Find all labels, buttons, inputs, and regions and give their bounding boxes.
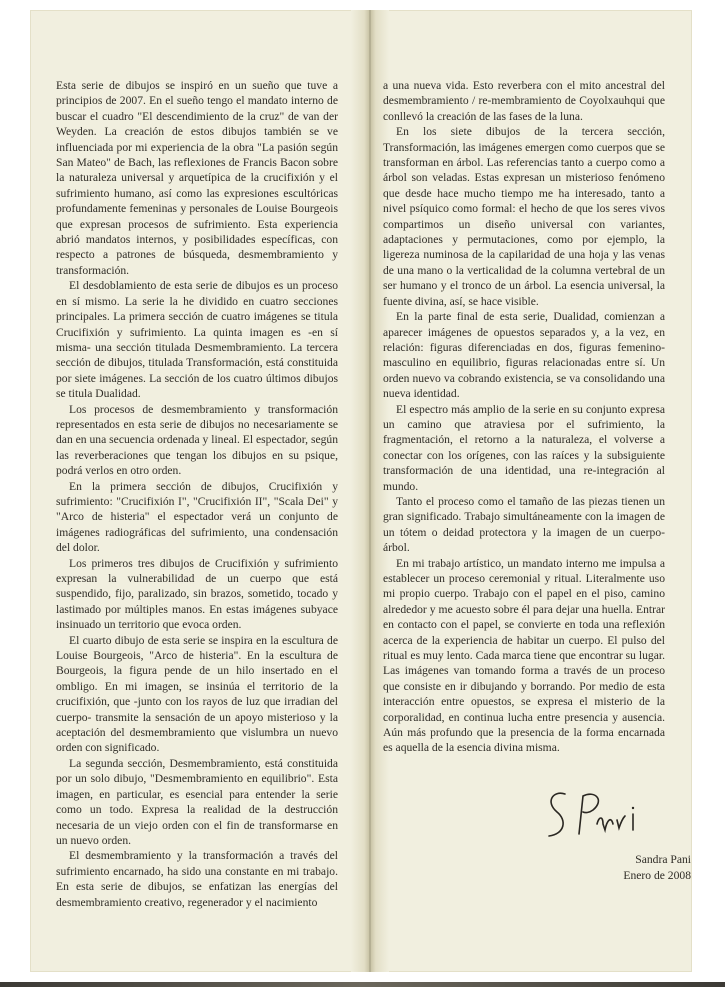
- left-page-text: [56, 78, 338, 910]
- paragraph: a una nueva vida. Esto reverbera con el mito ancestral del desmembramiento / re-membramiento de Coyolxauhqui que conllevó la creación de las fases de la luna.: [383, 79, 665, 123]
- paragraph: En los siete dibujos de la tercera sección, Transformación, las imágenes emergen como cuerpos que se transforman en árbol. Las referencias tanto a cuerpo como a árbol son veladas. Estas expresan un misterioso fenómeno que desde hace mucho tiempo me ha interesado, tanto a nivel psíquico como formal: el hecho de que los seres vivos compartimos un diseño universal con variantes, adaptaciones y permutaciones, como por ejemplo, la ligereza numinosa de la capilaridad de una hoja y las venas de una mano o la verticalidad de la columna vertebral de un ser humano y el tronco de un árbol. La esencia universal, la fuente divina, así, se hace visible.: [383, 125, 665, 308]
- author-date: Enero de 2008: [623, 868, 691, 882]
- handwritten-signature: [535, 780, 665, 848]
- paragraph: En la parte final de esta serie, Dualidad, comienzan a aparecer imágenes de opuestos separados y, a la vez, en relación: figuras diferenciadas en dos, figuras femenino-masculino en equilibrio, figuras relacionadas entre sí. Un orden nuevo va cobrando existencia, se va consolidando una nueva identidad.: [383, 310, 665, 401]
- paragraph: El desdoblamiento de esta serie de dibujos es un proceso en sí mismo. La serie la he dividido en cuatro secciones principales. La primera sección de cuatro imágenes se titula Crucifixión y sufrimiento. La quinta imagen es -en sí misma- una sección titulada Desmembramiento. La tercera sección de dibujos, titulada Transformación, está constituida por siete imágenes. La sección de los cuatro últimos dibujos se titula Dualidad.: [56, 279, 338, 401]
- paragraph: Esta serie de dibujos se inspiró en un sueño que tuve a principios de 2007. En el sueño tengo el mandato interno de buscar el cuadro "El descendimiento de la cruz" de van der Weyden. La creación de estos dibujos también se ve influenciada por mi experiencia de la obra "La pasión según San Mateo" de Bach, las reflexiones de Francis Bacon sobre la naturaleza universal y arquetípica de la crucifixión y el sufrimiento humano, así como las expresiones escultóricas profundamente femeninas y personales de Louise Bourgeois que expresan procesos de sufrimiento. Esta experiencia abrió mandatos internos, y posibilidades específicas, con respecto a patrones de búsqueda, desmembramiento y transformación.: [56, 79, 338, 277]
- paragraph: Tanto el proceso como el tamaño de las piezas tienen un gran significado. Trabajo simultáneamente con la imagen de un tótem o deidad protectora y la imagen de un cuerpo-árbol.: [383, 494, 665, 555]
- paragraph: En mi trabajo artístico, un mandato interno me impulsa a establecer un proceso ceremonial y ritual. Literalmente uso mi propio cuerpo. Trabajo con el papel en el piso, camino alrededor y me acuesto sobre él para dejar una huella. Entrar en contacto con el papel, se convierte en toda una reflexión acerca de la experiencia de habitar un cuerpo. El pulso del ritual es muy lento. Cada marca tiene que encontrar su lugar. Las imágenes van tomando forma a través de un proceso que consiste en ir dibujando y borrando. Por medio de esta interacción entre opuestos, se expresa el misterio de la corporalidad, en continua lucha entre presencia y ausencia. Aún más profundo que la presencia de la forma encarnada es aquella de la esencia divina misma.: [383, 556, 665, 755]
- paragraph: El cuarto dibujo de esta serie se inspira en la escultura de Louise Bourgeois, "Arco de histeria". En la escultura de Bourgeois, la figura pende de un hilo insertado en el ombligo. En mi imagen, se insinúa el territorio de la crucifixión, que -junto con los rayos de luz que irradian del cuerpo- transmite la sensación de un apoyo misterioso y la aceptación del desmembramiento que vislumbra un nuevo orden con significado.: [56, 633, 338, 755]
- author-name: Sandra Pani: [635, 853, 691, 866]
- viewer-bottom-bar: [0, 982, 725, 987]
- author-block: [551, 852, 691, 883]
- paragraph: En la primera sección de dibujos, Crucifixión y sufrimiento: "Crucifixión I", "Crucifixión II", "Scala Dei" y "Arco de histeria" el espectador verá un conjunto de imágenes radiográficas del sufrimiento, una condensación del dolor.: [56, 479, 338, 555]
- right-page-text: [383, 78, 665, 756]
- paragraph: El desmembramiento y la transformación a través del sufrimiento encarnado, ha sido una constante en mi trabajo. En esta serie de dibujos, se enfatizan las energías del desmembramiento creativo, regenerador y el nacimiento: [56, 849, 338, 909]
- paragraph: Los procesos de desmembramiento y transformación representados en esta serie de dibujos no necesariamente se dan en una secuencia ordenada y lineal. El espectador, según las reverberaciones que tengan los dibujos en su psique, podrá verlos en otro orden.: [56, 402, 338, 478]
- paragraph: La segunda sección, Desmembramiento, está constituida por un solo dibujo, "Desmembramiento en equilibrio". Esta imagen, en particular, es esencial para entender la serie como un todo. Expresa la realidad de la destrucción necesaria de un viejo orden con el fin de transformarse en un nuevo orden.: [56, 756, 338, 847]
- paragraph: Los primeros tres dibujos de Crucifixión y sufrimiento expresan la vulnerabilidad de un cuerpo que está suspendido, fijo, paralizado, sin brazos, sometido, tocado y lastimado por múltiples manos. En estas imágenes subyace insinuado un territorio que evoca orden.: [56, 556, 338, 632]
- paragraph: El espectro más amplio de la serie en su conjunto expresa un camino que atraviesa por el sufrimiento, la fragmentación, el retorno a la naturaleza, el volverse a conectar con los orígenes, con las raíces y la subsiguiente transformación de una identidad, una re-integración al mundo.: [383, 402, 665, 493]
